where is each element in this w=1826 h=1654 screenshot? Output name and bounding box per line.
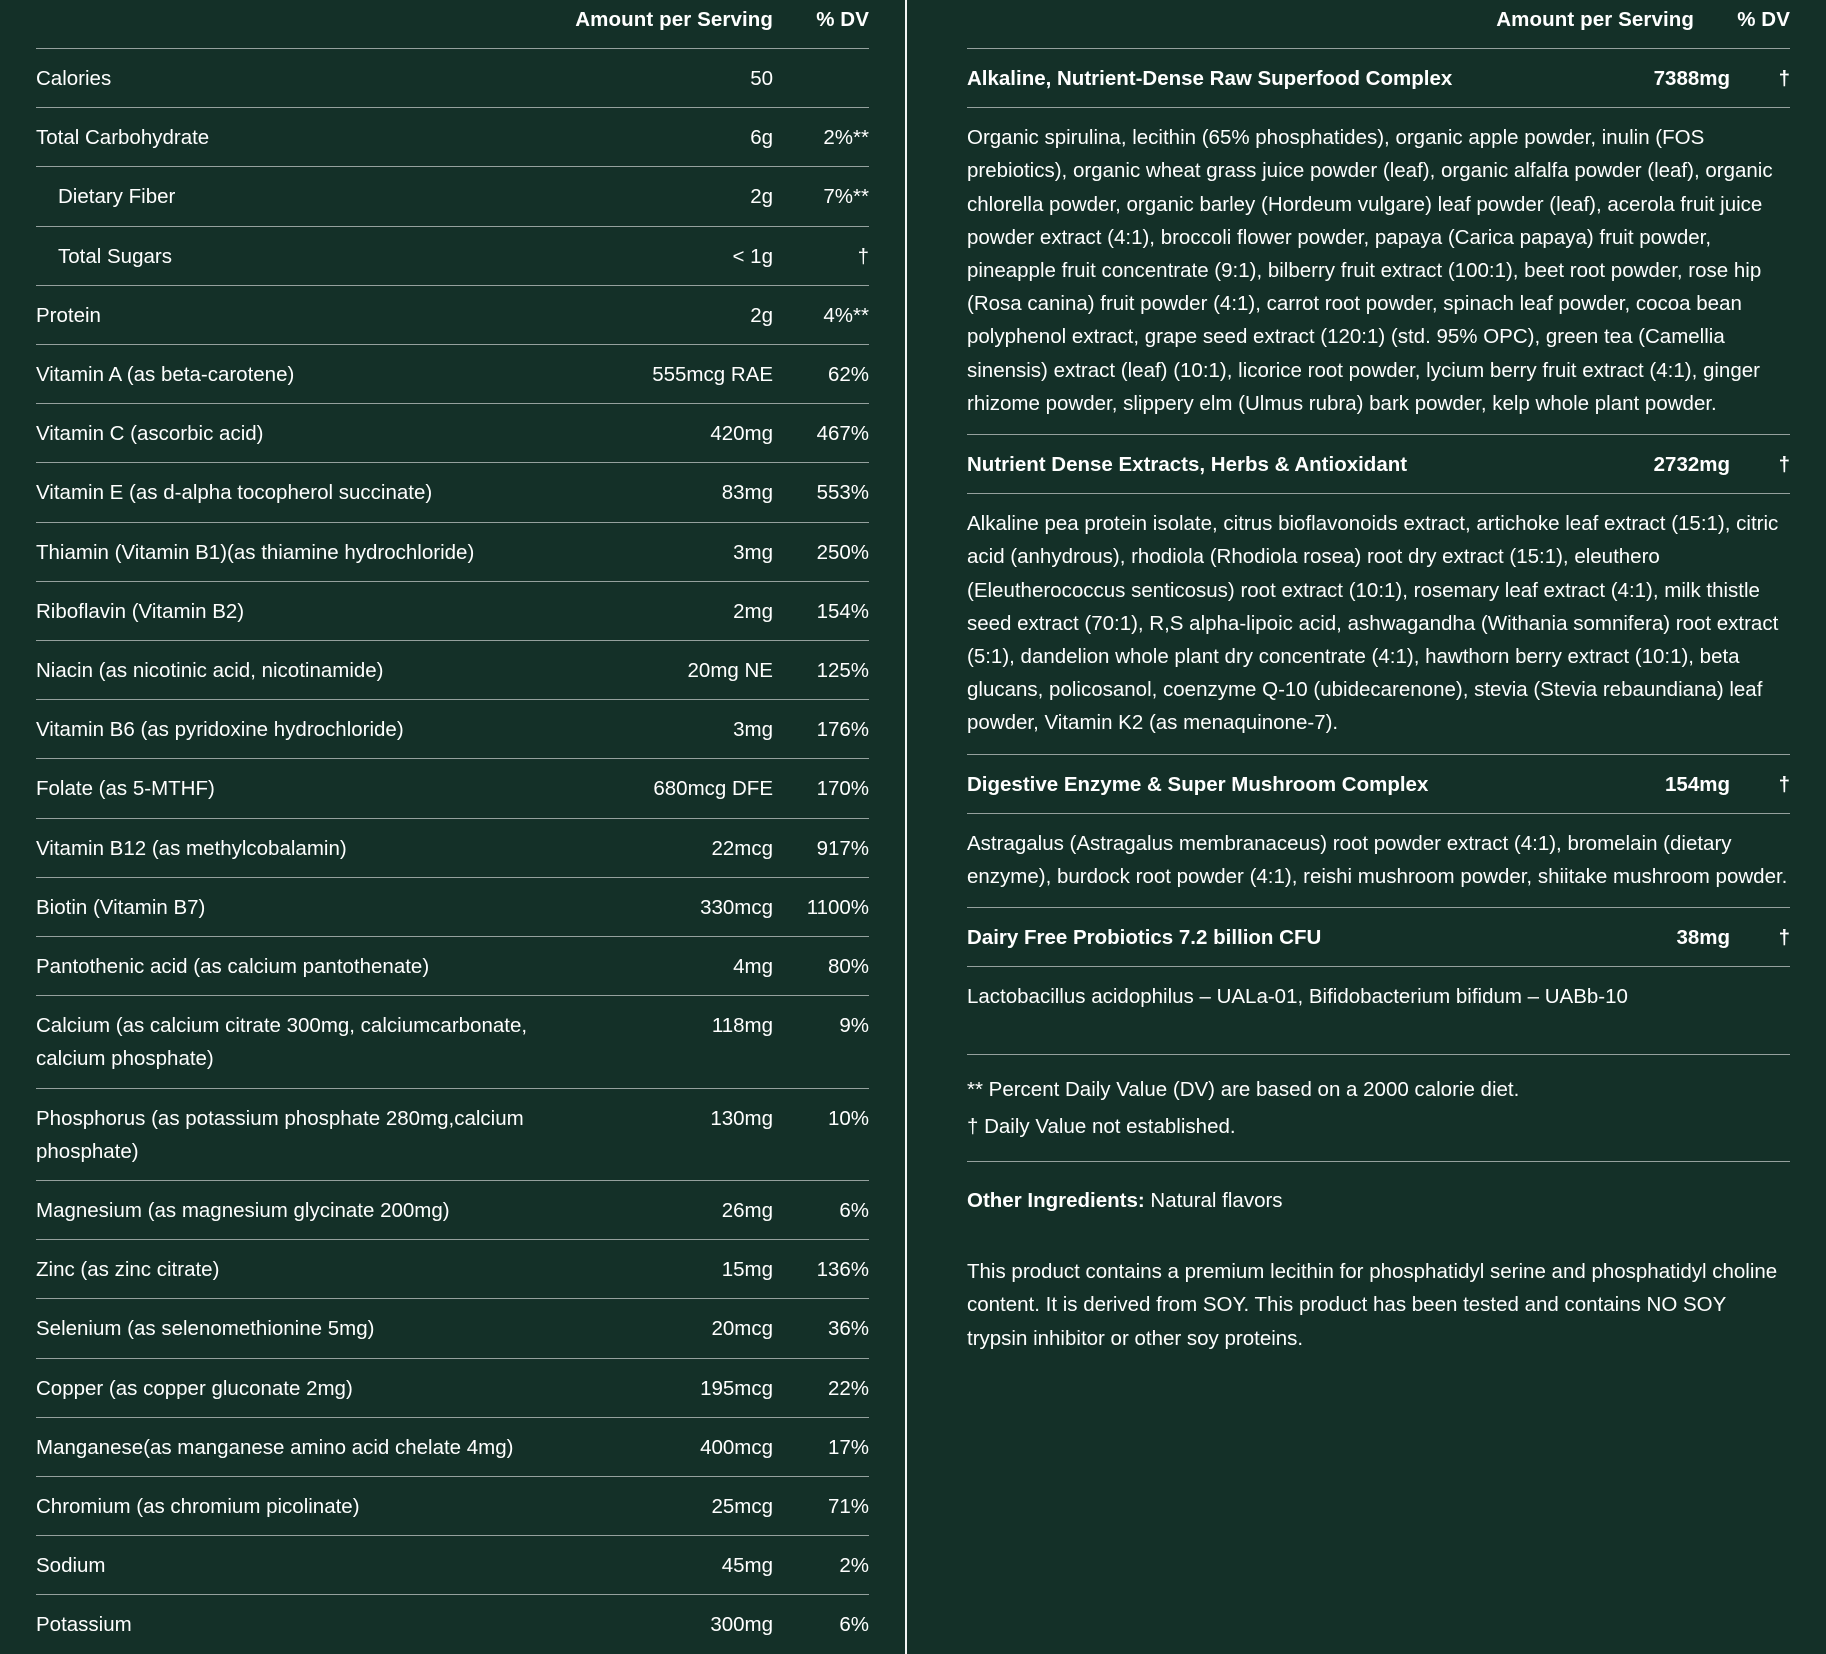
nutrient-dv: 71%	[827, 1495, 869, 1519]
blend-name: Alkaline, Nutrient-Dense Raw Superfood Complex	[967, 67, 1453, 90]
nutrient-row	[36, 1358, 869, 1417]
blend-column	[907, 0, 1826, 1654]
nutrient-name: Niacin (as nicotinic acid, nicotinamide)	[36, 659, 384, 683]
nutrient-row	[36, 344, 869, 403]
nutrient-name: Chromium (as chromium picolinate)	[36, 1495, 360, 1519]
blend-header-row	[967, 48, 1790, 107]
nutrient-amount: 6g	[750, 126, 773, 150]
blend-header-row	[967, 754, 1790, 813]
nutrient-dv: 2%	[839, 1554, 869, 1578]
nutrient-amount: 2g	[750, 303, 773, 327]
nutrient-dv: 154%	[816, 599, 869, 623]
nutrient-dv: 136%	[816, 1258, 869, 1282]
nutrient-amount: 4mg	[733, 955, 773, 979]
nutrient-amount: 20mcg	[711, 1317, 773, 1341]
nutrient-amount: 118mg	[711, 1014, 773, 1038]
nutrient-name: Manganese(as manganese amino acid chelate 4mg)	[36, 1435, 514, 1459]
nutrient-row	[36, 462, 869, 521]
nutrient-name: Vitamin B6 (as pyridoxine hydrochloride)	[36, 718, 404, 742]
blend-ingredients: Lactobacillus acidophilus – UALa-01, Bifidobacterium bifidum – UABb-10	[967, 966, 1790, 1027]
nutrient-name: Phosphorus (as potassium phosphate 280mg,calcium phosphate)	[36, 1106, 524, 1163]
other-ingredients-value: Natural flavors	[1150, 1189, 1283, 1213]
nutrient-dv: 917%	[816, 836, 869, 860]
nutrient-row	[36, 48, 869, 107]
blend-header-row	[967, 434, 1790, 493]
nutrient-row	[36, 1594, 869, 1653]
nutrient-row	[36, 285, 869, 344]
nutrient-row	[36, 581, 869, 640]
nutrient-row	[36, 226, 869, 285]
nutrient-name: Pantothenic acid (as calcium pantothenate)	[36, 955, 430, 979]
nutrient-row	[36, 758, 869, 817]
nutrient-row	[36, 1088, 869, 1180]
nutrient-name: Vitamin B12 (as methylcobalamin)	[36, 836, 347, 860]
closing-note: This product contains a premium lecithin for phosphatidyl serine and phosphatidyl choline content. It is derived from SOY. This product has been tested and contains NO SOY trypsin inhibitor or other soy proteins.	[967, 1260, 1778, 1350]
nutrient-row	[36, 403, 869, 462]
nutrient-amount: 20mg NE	[687, 659, 773, 683]
nutrient-amount: 22mcg	[711, 836, 773, 860]
blend-amount: 7388mg	[1653, 67, 1730, 90]
nutrient-dv: 4%**	[823, 303, 869, 327]
nutrient-dv: 10%	[827, 1106, 869, 1130]
percent-dv-label-right: % DV	[1737, 8, 1790, 31]
nutrient-amount: 15mg	[721, 1258, 773, 1282]
nutrient-amount: 330mcg	[700, 895, 773, 919]
nutrient-row	[36, 699, 869, 758]
blend-ingredients: Astragalus (Astragalus membranaceus) root powder extract (4:1), bromelain (dietary enzyme), burdock root powder (4:1), reishi mushroom powder, shiitake mushroom powder.	[967, 813, 1790, 907]
nutrient-amount: 25mcg	[711, 1495, 773, 1519]
nutrient-dv: 17%	[827, 1435, 869, 1459]
nutrient-name: Vitamin C (ascorbic acid)	[36, 422, 264, 446]
blend-amount: 38mg	[1676, 926, 1730, 950]
nutrient-dv: 22%	[827, 1376, 869, 1400]
blend-header-row	[967, 907, 1790, 966]
nutrient-name: Protein	[36, 303, 101, 327]
nutrient-amount: 45mg	[721, 1554, 773, 1578]
nutrient-row	[36, 1535, 869, 1594]
nutrient-name: Calcium (as calcium citrate 300mg, calciumcarbonate, calcium phosphate)	[36, 1014, 528, 1071]
nutrient-dv: 80%	[827, 955, 869, 979]
nutrient-table-column	[0, 0, 905, 1654]
blend-list	[967, 48, 1790, 1028]
nutrient-dv: 250%	[816, 540, 869, 564]
other-ingredients	[967, 1161, 1790, 1221]
other-ingredients-label: Other Ingredients:	[967, 1189, 1145, 1213]
nutrient-name: Dietary Fiber	[58, 185, 176, 209]
nutrient-row	[36, 877, 869, 936]
nutrient-name: Calories	[36, 67, 112, 90]
nutrient-name: Riboflavin (Vitamin B2)	[36, 599, 245, 623]
footnote-percent-dv: ** Percent Daily Value (DV) are based on a 2000 calorie diet.	[967, 1077, 1520, 1101]
nutrient-name: Zinc (as zinc citrate)	[36, 1258, 220, 1282]
nutrient-amount: 555mcg RAE	[652, 363, 773, 387]
nutrient-row	[36, 1417, 869, 1476]
nutrient-name: Magnesium (as magnesium glycinate 200mg)	[36, 1199, 450, 1223]
blend-name: Nutrient Dense Extracts, Herbs & Antioxidant	[967, 453, 1408, 477]
nutrient-row	[36, 166, 869, 225]
nutrient-name: Vitamin E (as d-alpha tocopherol succinate)	[36, 481, 433, 505]
nutrient-dv: 2%**	[823, 126, 869, 150]
nutrient-amount: 300mg	[710, 1613, 773, 1637]
nutrient-dv: 176%	[816, 718, 869, 742]
nutrient-row	[36, 640, 869, 699]
nutrient-dv: 36%	[827, 1317, 869, 1341]
nutrient-dv: 467%	[816, 422, 869, 446]
amount-per-serving-label: Amount per Serving	[575, 8, 773, 31]
nutrient-name: Biotin (Vitamin B7)	[36, 895, 206, 919]
nutrient-amount: 26mg	[721, 1199, 773, 1223]
blend-ingredients: Organic spirulina, lecithin (65% phosphatides), organic apple powder, inulin (FOS prebiotics), organic wheat grass juice powder (leaf), organic alfalfa powder (leaf), organic chlorella powder, organic barley (Hordeum vulgare) leaf powder (leaf), acerola fruit juice powder extract (4:1), broccoli flower powder, papaya (Carica papaya) fruit powder, pineapple fruit concentrate (9:1), bilberry fruit extract (100:1), beet root powder, rose hip (Rosa canina) fruit powder (4:1), carrot root powder, spinach leaf powder, cocoa bean polyphenol extract, grape seed extract (120:1) (std. 95% OPC), green tea (Camellia sinensis) extract (leaf) (10:1), licorice root powder, lycium berry fruit extract (4:1), ginger rhizome powder, slippery elm (Ulmus rubra) bark powder, kelp whole plant powder.	[967, 107, 1790, 434]
nutrient-row	[36, 936, 869, 995]
nutrient-row	[36, 1239, 869, 1298]
nutrient-amount: 2g	[750, 185, 773, 209]
nutrient-dv: 9%	[839, 1014, 869, 1038]
left-table-header	[36, 0, 869, 48]
nutrient-amount: 2mg	[733, 599, 773, 623]
nutrient-dv: 62%	[827, 363, 869, 387]
nutrient-dv: 1100%	[806, 895, 869, 919]
nutrient-dv: 7%**	[823, 185, 869, 209]
nutrient-amount: 195mcg	[700, 1376, 773, 1400]
blend-name: Dairy Free Probiotics 7.2 billion CFU	[967, 926, 1322, 950]
blend-ingredients: Alkaline pea protein isolate, citrus bioflavonoids extract, artichoke leaf extract (15:1), citric acid (anhydrous), rhodiola (Rhodiola rosea) root dry extract (15:1), eleuthero (Eleutherococcus senticosus) root extract (10:1), rosemary leaf extract (4:1), milk thistle seed extract (70:1), R,S alpha-lipoic acid, ashwagandha (Withania somnifera) root extract (5:1), dandelion whole plant dry concentrate (4:1), hawthorn berry extract (10:1), beta glucans, policosanol, coenzyme Q-10 (ubidecarenone), stevia (Stevia rebaundiana) leaf powder, Vitamin K2 (as menaquinone-7).	[967, 493, 1790, 753]
nutrient-name: Total Sugars	[58, 244, 172, 268]
nutrient-name: Sodium	[36, 1554, 106, 1578]
nutrient-amount: 130mg	[710, 1106, 773, 1130]
nutrient-dv: 6%	[839, 1199, 869, 1223]
blend-name: Digestive Enzyme & Super Mushroom Complex	[967, 772, 1429, 796]
nutrient-amount: 50	[750, 67, 773, 90]
vertical-divider	[905, 0, 907, 1654]
percent-dv-label: % DV	[816, 8, 869, 31]
nutrient-name: Thiamin (Vitamin B1)(as thiamine hydrochloride)	[36, 540, 475, 564]
nutrient-row	[36, 522, 869, 581]
nutrient-row	[36, 818, 869, 877]
nutrient-name: Potassium	[36, 1613, 132, 1637]
nutrient-name: Folate (as 5-MTHF)	[36, 777, 215, 801]
nutrient-amount: 420mg	[710, 422, 773, 446]
blend-dv: †	[1778, 67, 1790, 90]
nutrient-dv: 553%	[816, 481, 869, 505]
nutrient-amount: 680mcg DFE	[653, 777, 773, 801]
amount-per-serving-label-right: Amount per Serving	[1496, 8, 1694, 31]
nutrient-row	[36, 1180, 869, 1239]
nutrient-dv: 125%	[816, 659, 869, 683]
footnotes	[967, 1054, 1790, 1161]
blend-dv: †	[1778, 772, 1790, 796]
nutrient-dv: †	[857, 244, 869, 268]
nutrient-row	[36, 995, 869, 1087]
right-table-header	[967, 0, 1790, 48]
nutrient-amount: 3mg	[733, 718, 773, 742]
nutrient-name: Vitamin A (as beta-carotene)	[36, 363, 295, 387]
nutrient-row	[36, 1476, 869, 1535]
nutrient-amount: < 1g	[732, 244, 773, 268]
nutrient-row	[36, 107, 869, 166]
nutrient-table	[36, 48, 869, 1654]
nutrient-amount: 3mg	[733, 540, 773, 564]
nutrient-name: Selenium (as selenomethionine 5mg)	[36, 1317, 375, 1341]
nutrient-dv: 6%	[839, 1613, 869, 1637]
nutrient-name: Total Carbohydrate	[36, 126, 210, 150]
nutrient-amount: 83mg	[721, 481, 773, 505]
nutrient-dv: 170%	[816, 777, 869, 801]
nutrient-amount: 400mcg	[700, 1435, 773, 1459]
blend-amount: 154mg	[1665, 772, 1730, 796]
nutrient-name: Copper (as copper gluconate 2mg)	[36, 1376, 353, 1400]
blend-dv: †	[1778, 453, 1790, 477]
footnote-dagger: † Daily Value not established.	[967, 1114, 1236, 1138]
blend-dv: †	[1778, 926, 1790, 950]
nutrient-row	[36, 1298, 869, 1357]
blend-amount: 2732mg	[1653, 453, 1730, 477]
